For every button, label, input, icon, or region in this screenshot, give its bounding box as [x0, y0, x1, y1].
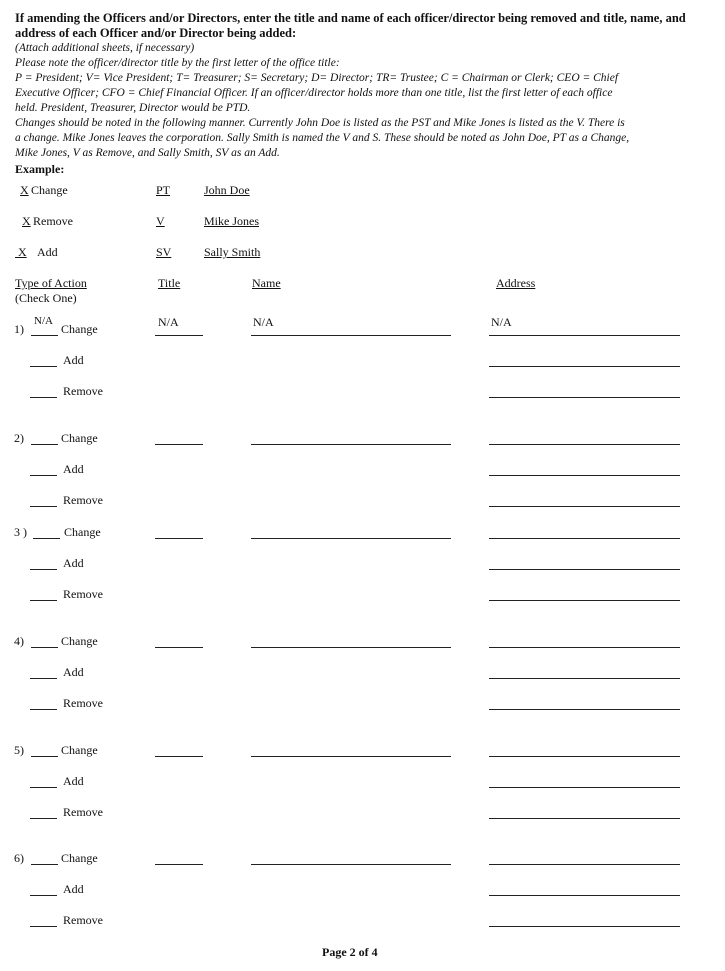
title-field[interactable] — [155, 756, 203, 757]
action-checkbox-line[interactable] — [31, 444, 58, 445]
action-checkbox-line[interactable] — [30, 709, 57, 710]
changes-note-line-2: a change. Mike Jones leaves the corporation. Sally Smith is named the V and S. These should be noted as John Doe, PT as a Change, — [15, 132, 630, 144]
action-label: Add — [63, 882, 84, 896]
example-action: Add — [37, 245, 58, 259]
name-field[interactable] — [251, 864, 451, 865]
changes-note-line-1: Changes should be noted in the following manner. Currently John Doe is listed as the PST and Mike Jones is listed as the V. There is — [15, 117, 625, 129]
action-checkbox-line[interactable] — [30, 569, 57, 570]
action-checkbox-line[interactable] — [30, 397, 57, 398]
action-label: Remove — [63, 805, 103, 819]
entry-number: 3 ) — [14, 525, 27, 539]
action-checkbox-line[interactable] — [30, 787, 57, 788]
instructions-heading-line-2: address of each Officer and/or Director being added: — [15, 26, 297, 40]
address-field-line[interactable] — [489, 818, 680, 819]
action-checkbox-line[interactable] — [30, 600, 57, 601]
entry-number: 2) — [14, 431, 24, 445]
instructions-heading-line-1: If amending the Officers and/or Directors, enter the title and name of each officer/director being removed and title, name, and — [15, 11, 686, 25]
example-title: PT — [156, 183, 171, 197]
entry-number: 1) — [14, 322, 24, 336]
address-field-line[interactable] — [489, 756, 680, 757]
action-checkbox-line[interactable] — [30, 475, 57, 476]
title-field[interactable] — [155, 538, 203, 539]
address-field-line[interactable] — [489, 538, 680, 539]
example-title: V — [156, 214, 165, 228]
action-label: Add — [63, 353, 84, 367]
action-label: Add — [63, 462, 84, 476]
address-field-line[interactable] — [489, 397, 680, 398]
column-header-address: Address — [496, 276, 536, 290]
action-label: Remove — [63, 696, 103, 710]
title-legend-line-2: Executive Officer; CFO = Chief Financial Officer. If an officer/director holds more than one title, list the first letter of each office — [15, 87, 613, 99]
title-legend-line-1: P = President; V= Vice President; T= Treasurer; S= Secretary; D= Director; TR= Trustee; C = Chairman or Clerk; CEO = Chief — [15, 72, 619, 84]
example-label: Example: — [15, 162, 65, 176]
example-action: Change — [31, 183, 68, 197]
address-field-line[interactable] — [489, 647, 680, 648]
action-label: Change — [64, 525, 101, 539]
address-field-line[interactable] — [489, 787, 680, 788]
action-label: Add — [63, 774, 84, 788]
column-header-title: Title — [158, 276, 181, 290]
action-label: Remove — [63, 384, 103, 398]
address-field-line[interactable] — [489, 569, 680, 570]
action-checkbox-line[interactable] — [30, 818, 57, 819]
example-title: SV — [156, 245, 172, 259]
action-checkbox-line[interactable] — [30, 895, 57, 896]
address-field-line[interactable] — [489, 335, 680, 336]
address-field-line[interactable] — [489, 366, 680, 367]
action-label: Change — [61, 431, 98, 445]
example-action: Remove — [33, 214, 73, 228]
action-checkbox-line[interactable] — [30, 506, 57, 507]
action-label: Remove — [63, 493, 103, 507]
address-field-line[interactable] — [489, 444, 680, 445]
title-field[interactable] — [155, 647, 203, 648]
example-name: Mike Jones — [204, 214, 259, 228]
address-field-line[interactable] — [489, 926, 680, 927]
address-field-line[interactable] — [489, 475, 680, 476]
action-checkbox-line[interactable] — [31, 647, 58, 648]
column-header-action-sub: (Check One) — [15, 291, 77, 305]
name-field[interactable] — [251, 335, 451, 336]
title-note: Please note the officer/director title by the first letter of the office title: — [15, 57, 340, 69]
entry-number: 6) — [14, 851, 24, 865]
action-label: Remove — [63, 587, 103, 601]
attach-note: (Attach additional sheets, if necessary) — [15, 42, 195, 54]
address-field-line[interactable] — [489, 678, 680, 679]
entry-number: 4) — [14, 634, 24, 648]
title-legend-line-3: held. President, Treasurer, Director would be PTD. — [15, 102, 251, 114]
action-checkbox-line[interactable] — [33, 538, 60, 539]
action-checkbox-line[interactable] — [30, 366, 57, 367]
changes-note-line-3: Mike Jones, V as Remove, and Sally Smith, SV as an Add. — [15, 147, 280, 159]
column-header-name: Name — [252, 276, 281, 290]
example-mark: X — [22, 214, 31, 228]
address-field-line[interactable] — [489, 709, 680, 710]
title-field[interactable] — [155, 864, 203, 865]
example-mark: X — [20, 183, 29, 197]
action-check-value: N/A — [34, 315, 53, 327]
address-field-line[interactable] — [489, 864, 680, 865]
action-label: Add — [63, 665, 84, 679]
action-checkbox-line[interactable] — [30, 926, 57, 927]
action-label: Change — [61, 322, 98, 336]
action-label: Change — [61, 851, 98, 865]
example-name: Sally Smith — [204, 245, 261, 259]
page-number: Page 2 of 4 — [322, 945, 378, 959]
entry-number: 5) — [14, 743, 24, 757]
title-field[interactable] — [155, 335, 203, 336]
name-field[interactable] — [251, 444, 451, 445]
name-field[interactable] — [251, 756, 451, 757]
name-value: N/A — [253, 315, 274, 329]
address-field-line[interactable] — [489, 506, 680, 507]
address-field-line[interactable] — [489, 600, 680, 601]
name-field[interactable] — [251, 538, 451, 539]
action-label: Change — [61, 634, 98, 648]
action-checkbox-line[interactable] — [31, 756, 58, 757]
action-label: Add — [63, 556, 84, 570]
address-value: N/A — [491, 315, 512, 329]
action-checkbox-line[interactable] — [31, 335, 58, 336]
action-label: Remove — [63, 913, 103, 927]
action-checkbox-line[interactable] — [31, 864, 58, 865]
name-field[interactable] — [251, 647, 451, 648]
title-field[interactable] — [155, 444, 203, 445]
action-label: Change — [61, 743, 98, 757]
column-header-action: Type of Action — [15, 276, 87, 290]
address-field-line[interactable] — [489, 895, 680, 896]
example-name: John Doe — [204, 183, 250, 197]
example-mark: X — [18, 245, 27, 259]
action-checkbox-line[interactable] — [30, 678, 57, 679]
title-value: N/A — [158, 315, 179, 329]
